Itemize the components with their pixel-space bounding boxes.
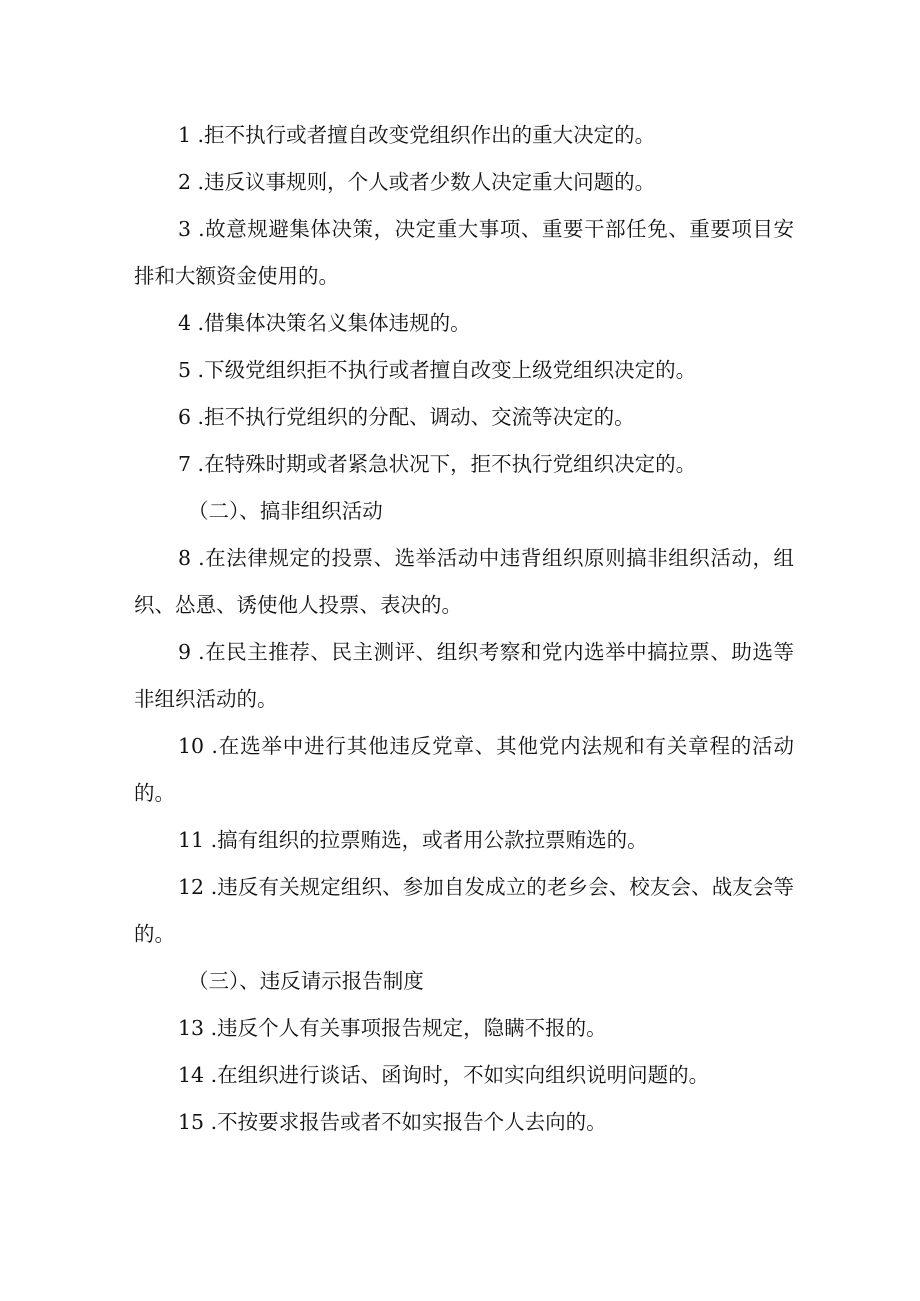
list-item: 4 .借集体决策名义集体违规的。: [178, 311, 471, 335]
list-item: 6 .拒不执行党组织的分配、调动、交流等决定的。: [178, 405, 635, 429]
list-item: 8 .在法律规定的投票、选举活动中违背组织原则搞非组织活动，组织、怂恿、诱使他人投票、表决的。: [134, 546, 794, 617]
section-heading: （二）、搞非组织活动: [188, 499, 383, 523]
list-item: 10 .在选举中进行其他违反党章、其他党内法规和有关章程的活动的。: [134, 734, 794, 805]
list-item: 15 .不按要求报告或者不如实报告个人去向的。: [178, 1110, 607, 1134]
list-item: 2 .违反议事规则，个人或者少数人决定重大问题的。: [178, 170, 656, 194]
document-body: [134, 112, 794, 1146]
list-item: 7 .在特殊时期或者紧急状况下，拒不执行党组织决定的。: [178, 452, 697, 476]
list-item: 12 .违反有关规定组织、参加自发成立的老乡会、校友会、战友会等的。: [134, 875, 794, 946]
list-item: 1 .拒不执行或者擅自改变党组织作出的重大决定的。: [178, 123, 656, 147]
list-item: 14 .在组织进行谈话、函询时，不如实向组织说明问题的。: [178, 1063, 710, 1087]
section-heading: （三）、违反请示报告制度: [188, 969, 424, 993]
list-item: 11 .搞有组织的拉票贿选，或者用公款拉票贿选的。: [178, 828, 648, 852]
list-item: 3 .故意规避集体决策，决定重大事项、重要干部任免、重要项目安排和大额资金使用的。: [134, 217, 794, 288]
list-item: 13 .违反个人有关事项报告规定，隐瞒不报的。: [178, 1016, 607, 1040]
list-item: 5 .下级党组织拒不执行或者擅自改变上级党组织决定的。: [178, 358, 697, 382]
list-item: 9 .在民主推荐、民主测评、组织考察和党内选举中搞拉票、助选等非组织活动的。: [134, 640, 794, 711]
